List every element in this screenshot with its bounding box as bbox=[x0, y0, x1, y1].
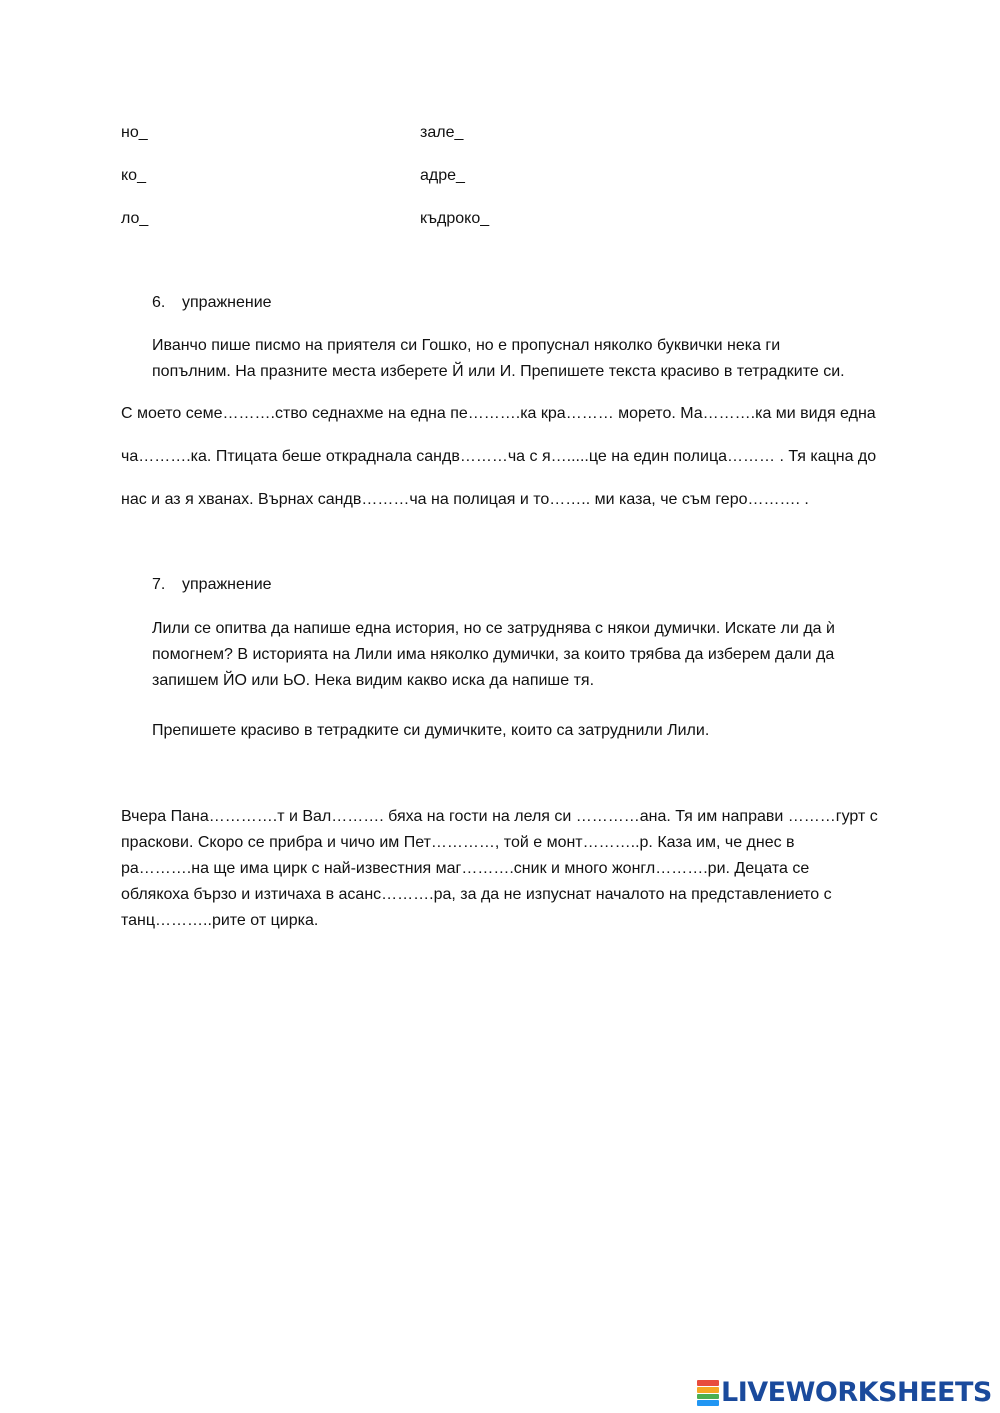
word-right-3: къдроко_ bbox=[420, 210, 490, 227]
exercise7-story bbox=[121, 804, 878, 934]
exercise6-text-line: ча……….ка. Птицата беше откраднала сандв………ча с я….....це на един полица……… . Тя кацна до bbox=[121, 448, 877, 465]
word-left-3: ло_ bbox=[121, 210, 149, 227]
exercise6-number: 6. bbox=[152, 294, 166, 311]
exercise7-instruction-line: помогнем? В историята на Лили има няколко думички, за които трябва да изберем дали да bbox=[152, 646, 835, 663]
word-right-2: адре_ bbox=[420, 167, 465, 184]
liveworksheets-logo[interactable] bbox=[697, 1379, 992, 1407]
logo-block-red bbox=[697, 1380, 719, 1386]
exercise7-number: 7. bbox=[152, 576, 166, 593]
story-line: ра……….на ще има цирк с най-известния маг……….сник и много жонгл……….ри. Децата се bbox=[121, 860, 810, 877]
exercise6-instruction-line: попълним. На празните места изберете Й или И. Препишете текста красиво в тетрадките си. bbox=[152, 363, 845, 380]
logo-block-blue bbox=[697, 1400, 719, 1406]
exercise6-instruction-line: Иванчо пише писмо на приятеля си Гошко, но е пропуснал няколко буквички нека ги bbox=[152, 337, 781, 354]
exercise7-instruction-line: Лили се опитва да напише една история, но се затруднява с някои думички. Искате ли да ѝ bbox=[152, 620, 835, 637]
exercise7-copy-instruction: Препишете красиво в тетрадките си думичките, които са затруднили Лили. bbox=[152, 722, 710, 739]
story-line: Вчера Пана………….т и Вал………. бяха на гости на леля си …………ана. Тя им направи ………гурт с bbox=[121, 808, 878, 825]
exercise7-title: упражнение bbox=[182, 576, 272, 593]
exercise6-title: упражнение bbox=[182, 294, 272, 311]
exercise6-text-line: С моето семе……….ство седнахме на една пе……….ка кра……… морето. Ма……….ка ми видя една bbox=[121, 405, 876, 422]
exercise7-instructions bbox=[152, 616, 892, 694]
exercise6-text-line: нас и аз я хванах. Върнах сандв………ча на полицая и то…….. ми каза, че съм геро………. . bbox=[121, 491, 809, 508]
story-line: облякоха бързо и изтичаха в асанс……….ра, за да не изпуснат началото на представлението с bbox=[121, 886, 832, 903]
story-line: праскови. Скоро се прибра и чичо им Пет…………, той е монт………..р. Каза им, че днес в bbox=[121, 834, 795, 851]
word-right-1: зале_ bbox=[420, 124, 464, 141]
word-left-1: но_ bbox=[121, 124, 148, 141]
exercise6-instructions bbox=[152, 333, 892, 385]
story-line: танц………..рите от цирка. bbox=[121, 912, 319, 929]
exercise7-instruction-line: запишем ЙО или ЬО. Нека видим какво иска да напише тя. bbox=[152, 672, 595, 689]
word-left-2: ко_ bbox=[121, 167, 146, 184]
logo-icon bbox=[697, 1380, 719, 1406]
logo-text: LIVEWORKSHEETS bbox=[721, 1377, 992, 1408]
logo-block-green bbox=[697, 1394, 719, 1400]
logo-block-orange bbox=[697, 1387, 719, 1393]
